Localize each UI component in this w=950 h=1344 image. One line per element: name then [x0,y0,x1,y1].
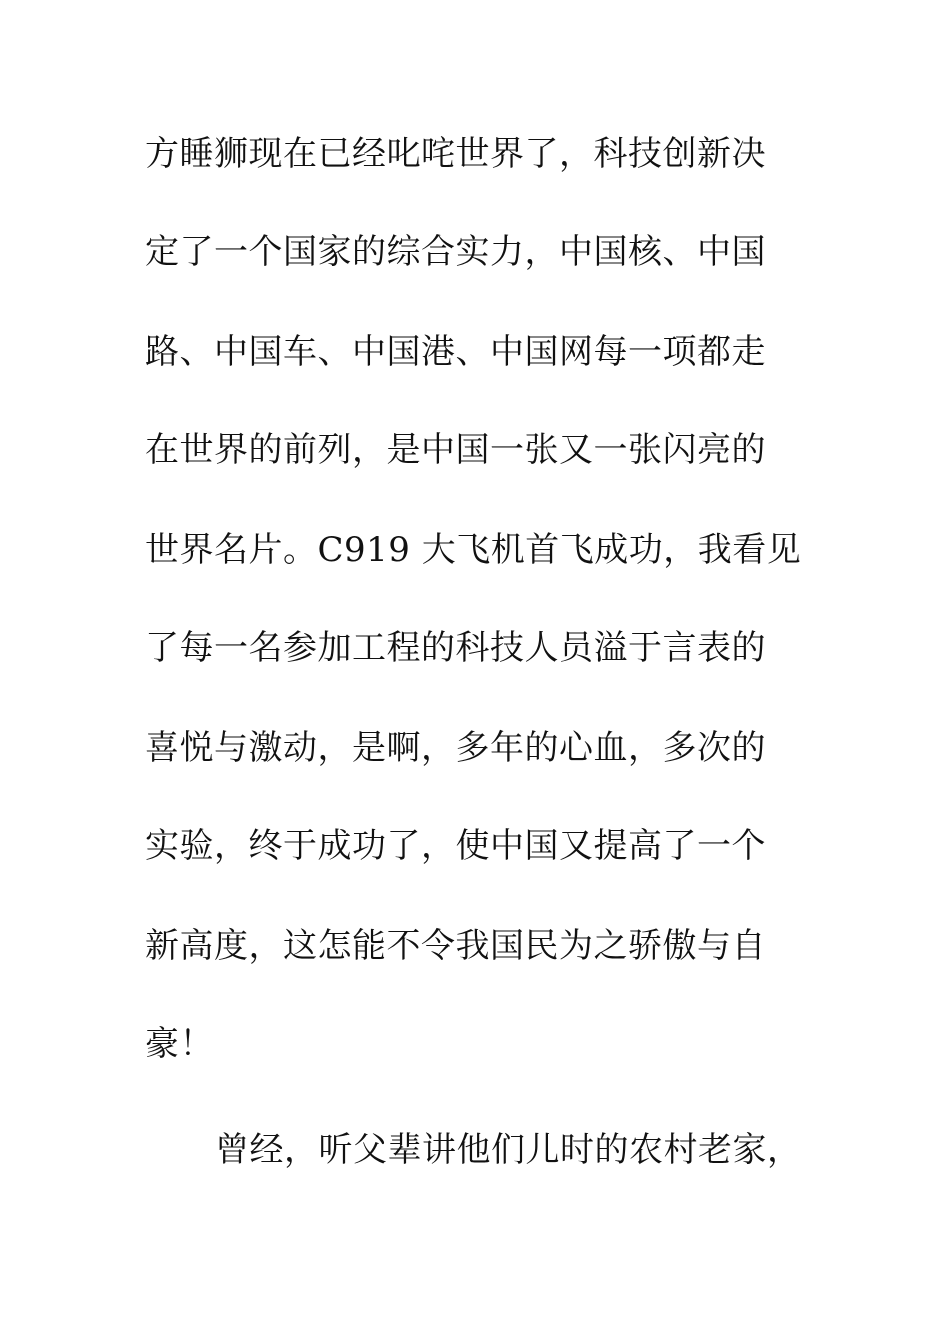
text-line: 定了一个国家的综合实力，中国核、中国 [145,232,766,272]
text-line: 喜悦与激动，是啊，多年的心血，多次的 [145,728,766,768]
text-line: 了每一名参加工程的科技人员溢于言表的 [145,628,766,668]
text-line: 路、中国车、中国港、中国网每一项都走 [145,332,766,372]
text-line: 新高度，这怎能不令我国民为之骄傲与自 [145,926,766,966]
text-line: 在世界的前列，是中国一张又一张闪亮的 [145,430,766,470]
text-line: 实验，终于成功了，使中国又提高了一个 [145,826,766,866]
paragraph-first-line: 曾经，听父辈讲他们儿时的农村老家， [215,1130,802,1170]
text-line: 世界名片。C919 大飞机首飞成功，我看见 [145,530,802,570]
text-line: 方睡狮现在已经叱咤世界了，科技创新决 [145,134,766,174]
text-line: 豪！ [145,1024,214,1064]
